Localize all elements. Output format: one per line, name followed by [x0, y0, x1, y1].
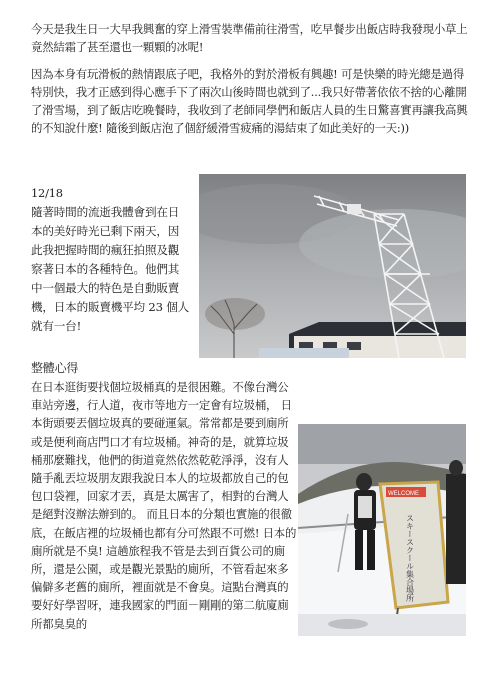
sign-vertical-text: スキースクール集合場所 — [405, 514, 415, 602]
paragraph-reflection: 在日本逛街要找個垃圾桶真的是很困難。不像台灣公車站旁邊，行人道，夜市等地方一定會有垃圾桶， 日本街頭要丟個垃圾真的要碰運氣。常常都是要到廁所或是便利商店門口才有垃圾桶。神奇的是，就算垃圾桶那麼難找，他們的街道竟然依然乾乾淨淨，沒有人隨手亂丟垃圾朋友跟我說日本人的垃圾都放自己的包包口袋裡，回家才丟，真是太厲害了，相對的台灣人是絕對沒辦法辦到的。 而且日本的分類也實施的很徹底，在飯店裡的垃圾桶也都有分可然跟不可燃! 日本的廁所就是不臭! 這趟旅程我不管是去到百貨公司的廁所，還是公園，或是觀光景點的廁所，不管看起來多偏僻多老舊的廁所，裡面就是不會臭。這點台灣真的要好好學習呀，連我國家的門面－剛剛的第二航廈廁所都臭臭的 — [31, 378, 469, 676]
paragraph-skiing: 因為本身有玩滑板的熱情跟底子吧，我格外的對於滑板有興趣! 可是快樂的時光總是過得特別快，我才正感到得心應手下了兩次山後時間也就到了...我只好帶著依依不捨的心離開了滑雪場，到了飯店吃晚餐時，我收到了老師同學們和飯店人員的生日驚喜實再讓我高興的不知說什麼! 隨後到飯店泡了個舒緩滑雪疲痛的湯結束了如此美好的一天:)) — [31, 67, 468, 135]
date-label: 12/18 — [31, 186, 63, 200]
paragraph-birthday: 今天是我生日一大早我興奮的穿上滑雪裝準備前往滑雪，吃早餐步出飯店時我發現小草上竟然結霜了甚至還也一顆顆的冰呢! — [31, 22, 468, 54]
section-heading: 整體心得 — [31, 361, 79, 375]
ski-jump-tower-photo — [199, 174, 466, 358]
ski-school-photo — [298, 424, 466, 636]
sign-banner-text: WELCOME — [388, 491, 420, 497]
paragraph-vending: 隨著時間的流逝我體會到在日本的美好時光已剩下兩天，因此我把握時間的瘋狂拍照及觀察著日本的各種特色。他們其中一個最大的特色是自動販賣機，日本的販賣機平均 23 個人就有一台! — [31, 205, 190, 333]
